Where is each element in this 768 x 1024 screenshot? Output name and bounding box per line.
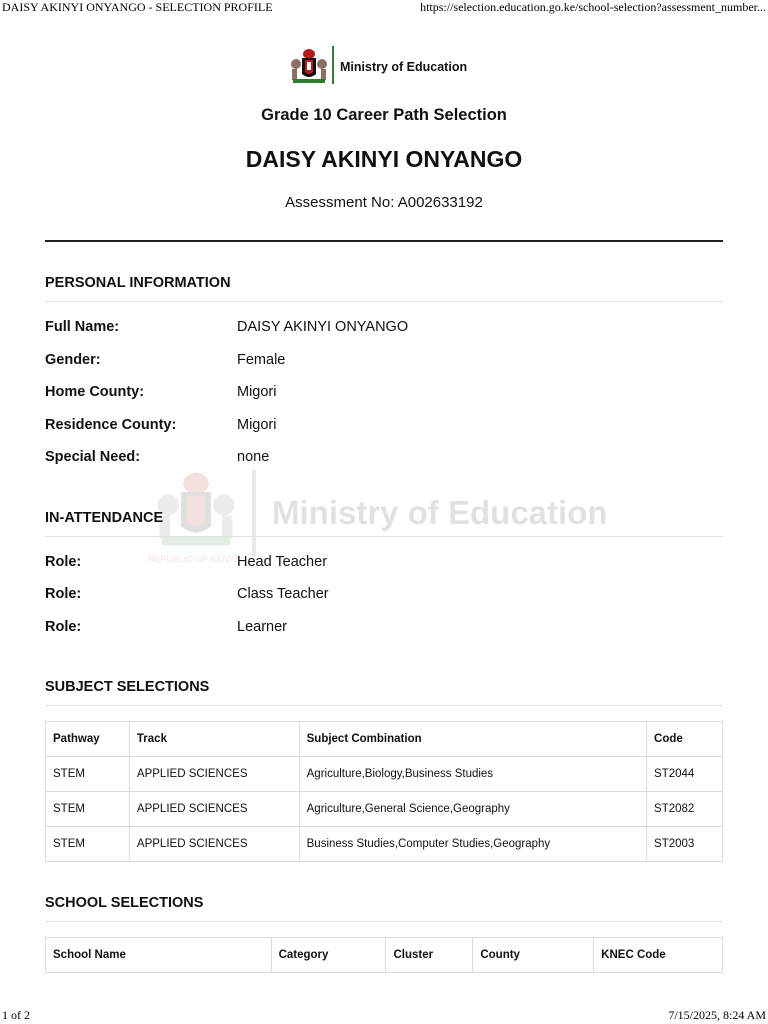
column-header-subject-combination: Subject Combination xyxy=(299,722,646,757)
role-label: Role: xyxy=(45,553,82,570)
column-header-code: Code xyxy=(647,722,723,757)
logo-divider xyxy=(332,46,334,84)
cell-track: APPLIED SCIENCES xyxy=(129,827,299,862)
subject-selections-table xyxy=(45,721,723,862)
watermark-caption: REPUBLIC OF KENYA xyxy=(148,554,241,564)
cell-pathway: STEM xyxy=(46,792,130,827)
cell-code: ST2044 xyxy=(647,757,723,792)
info-label: Full Name: xyxy=(45,319,120,335)
attendance-row xyxy=(45,554,723,587)
print-datetime: 7/15/2025, 8:24 AM xyxy=(668,1008,766,1022)
cell-pathway: STEM xyxy=(46,827,130,862)
column-header-cluster: Cluster xyxy=(386,938,473,973)
table-header-row xyxy=(46,722,723,757)
page-number: 1 of 2 xyxy=(2,1008,30,1022)
column-header-track: Track xyxy=(129,722,299,757)
info-value: DAISY AKINYI ONYANGO xyxy=(237,319,409,335)
cell-subject-combination: Agriculture,Biology,Business Studies xyxy=(299,757,646,792)
cell-code: ST2003 xyxy=(647,827,723,862)
role-label: Role: xyxy=(45,586,82,602)
cell-subject-combination: Business Studies,Computer Studies,Geography xyxy=(299,827,646,862)
table-row xyxy=(46,792,723,827)
cell-pathway: STEM xyxy=(46,757,130,792)
coat-of-arms-icon xyxy=(289,44,329,86)
in-attendance-list xyxy=(45,554,723,652)
column-header-county: County xyxy=(473,938,594,973)
selection-profile xyxy=(45,40,723,973)
column-header-pathway: Pathway xyxy=(46,722,130,757)
info-value: Migori xyxy=(237,416,277,433)
table-row xyxy=(46,827,723,862)
assessment-number: Assessment No: A002633192 xyxy=(285,194,483,211)
column-header-school-name: School Name xyxy=(46,938,272,973)
role-value: Class Teacher xyxy=(237,586,329,602)
info-label: Special Need: xyxy=(45,449,141,465)
print-footer xyxy=(0,1008,768,1024)
role-value: Learner xyxy=(237,618,287,635)
section-title-school-selections: SCHOOL SELECTIONS xyxy=(45,895,723,922)
section-title-personal-information: PERSONAL INFORMATION xyxy=(45,275,723,302)
info-value: Migori xyxy=(237,384,277,400)
info-row-home-county xyxy=(45,384,723,417)
info-row-gender xyxy=(45,352,723,385)
column-header-knec-code: KNEC Code xyxy=(594,938,723,973)
ministry-name: Ministry of Education xyxy=(340,60,468,74)
info-row-full-name xyxy=(45,319,723,352)
table-row xyxy=(46,757,723,792)
cell-code: ST2082 xyxy=(647,792,723,827)
info-value: Female xyxy=(237,351,286,368)
watermark-text: Ministry of Education xyxy=(272,494,608,531)
cell-subject-combination: Agriculture,General Science,Geography xyxy=(299,792,646,827)
attendance-row xyxy=(45,586,723,619)
header-divider xyxy=(45,240,723,242)
document-subtitle: Grade 10 Career Path Selection xyxy=(261,106,507,124)
ministry-logo xyxy=(45,40,723,88)
print-page-url: https://selection.education.go.ke/school-selection?assessment_number... xyxy=(420,0,766,14)
info-value: none xyxy=(237,449,270,465)
role-label: Role: xyxy=(45,618,82,635)
print-page-title: DAISY AKINYI ONYANGO - SELECTION PROFILE xyxy=(2,0,273,14)
table-header-row xyxy=(46,938,723,973)
info-row-special-need xyxy=(45,449,723,482)
role-value: Head Teacher xyxy=(237,553,328,570)
section-title-subject-selections: SUBJECT SELECTIONS xyxy=(45,679,723,706)
print-header xyxy=(0,0,768,16)
column-header-category: Category xyxy=(271,938,386,973)
school-selections-table xyxy=(45,937,723,973)
student-name: DAISY AKINYI ONYANGO xyxy=(245,146,523,172)
section-title-in-attendance: IN-ATTENDANCE xyxy=(45,510,723,537)
personal-information-list xyxy=(45,319,723,482)
cell-track: APPLIED SCIENCES xyxy=(129,792,299,827)
info-row-residence-county xyxy=(45,417,723,450)
info-label: Gender: xyxy=(45,351,101,368)
info-label: Home County: xyxy=(45,384,145,400)
info-label: Residence County: xyxy=(45,416,177,433)
cell-track: APPLIED SCIENCES xyxy=(129,757,299,792)
attendance-row xyxy=(45,619,723,652)
